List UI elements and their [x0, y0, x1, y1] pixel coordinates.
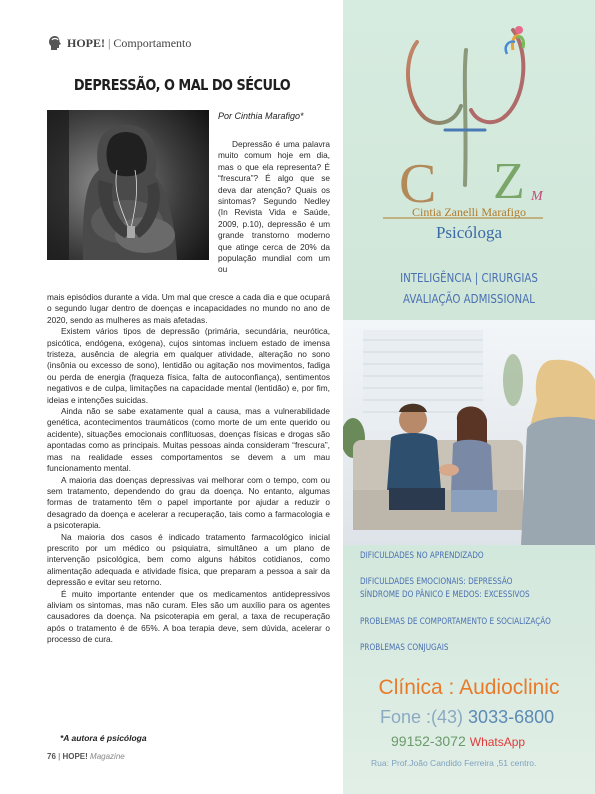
page-number: 76 [47, 752, 56, 761]
ad-service-item: SÍNDROME DO PÂNICO E MEDOS: EXCESSIVOS [360, 590, 530, 600]
monogram-m: M [531, 189, 543, 204]
psi-monogram-logo [343, 10, 595, 220]
page-folio [47, 752, 125, 761]
whatsapp-label: WhatsApp [469, 735, 526, 749]
hooded-person-image [47, 110, 209, 260]
clinic-address: Rua: Prof.João Candido Ferreira ,51 centro. [371, 758, 537, 768]
folio-magazine: HOPE! [62, 752, 88, 761]
article-paragraph: Ainda não se sabe exatamente qual a causa, mas a vulnerabilidade genética, acontecimentos traumáticos (como morte de um ente querido ou acidente), situações emocionais conflituosas, doenças físicas e drogas são apontadas como as principais. Muitas pessoas ainda consideram “frescura”, mas na realidade esses comportamentos se devem a um mau funcionamento mental. [47, 406, 330, 474]
article-paragraph: Existem vários tipos de depressão (primária, secundária, neurótica, psicótica, endógena, exógena), cujos sintomas incluem estado de imensa tristeza, ausência de alegria em qualquer atividade, alteração no sono (insônia ou excesso de sono), lentidão ou agitação nos movimentos, fadiga ou perda de energia (fraqueza física, falta de autoconfiança), sentimentos negativos e de culpa, limitações na capacidade mental (lentidão) e, por fim, ideias e intenções suicidas. [47, 326, 330, 405]
profession-label: Psicóloga [435, 223, 503, 242]
article-body [47, 292, 330, 646]
magazine-header [47, 34, 191, 52]
monogram-z: Z [493, 153, 525, 210]
ad-service-item: PROBLEMAS CONJUGAIS [360, 643, 449, 653]
article-byline: Por Cinthia Marafigo* [218, 111, 304, 121]
therapy-session-photo [343, 320, 595, 545]
hope-head-icon [47, 35, 63, 51]
ad-service-item: PROBLEMAS DE COMPORTAMENTO E SOCIALIZAÇÃO [360, 617, 551, 627]
intro-continued: mais episódios durante a vida. Um mal que cresce a cada dia e que ocupará o segundo lugar dentro de doenças e incapacidades no mundo no ano de 2020, sendo as mulheres as mais afetadas. [47, 292, 330, 325]
folio-magazine-suffix: Magazine [90, 752, 125, 761]
header-separator: | [108, 35, 111, 50]
article-paragraph: A maioria das doenças depressivas vai melhorar com o tempo, com ou sem tratamento, dependendo do grau da doença. No entanto, algumas formas de tratamento têm o papel importante por ajudar a reduzir o desagrado da doença e acelerar a recuperação, tais como a farmacologia e a psicoterapia. [47, 474, 330, 531]
phone-number: 3033-6800 [468, 707, 555, 727]
mobile-number: 99152-3072 [391, 733, 466, 749]
article-photo [47, 110, 209, 260]
psychologist-name: Cintia Zanelli Marafigo [412, 205, 526, 219]
author-footnote: *A autora é psicóloga [60, 733, 147, 743]
clinic-name: Clínica : Audioclinic [378, 676, 560, 699]
folio-separator: | [58, 752, 61, 761]
phone-label: Fone :(43) [380, 707, 469, 727]
article-intro [218, 139, 330, 276]
header-section: Comportamento [113, 35, 192, 50]
article-paragraph: É muito importante entender que os medicamentos antidepressivos aliviam os sintomas, mas não curam. Eles são um auxílio para os agentes causadores da doença. Na psicoterapia em geral, a taxa de recuperação após o tratamento é de 65%. A boa terapia deve, sem dúvida, acelerar o processo de cura. [47, 588, 330, 645]
header-magazine: HOPE! [67, 35, 105, 50]
services-line-2: AVALIAÇÃO ADMISSIONAL [403, 291, 535, 306]
intro-paragraph: Depressão é uma palavra muito comum hoje em dia, mas o que ela representa? É “frescura”? É algo que se deva dar atenção? Quais os sintomas? Segundo Nedley (In Revista Vida e Saúde, 2009, p.10), depressão é um grande transtorno moderno que atinge cerca de 20% da população mundial com um ou [218, 139, 330, 275]
psychologist-advertisement [343, 0, 595, 794]
monogram-c: C [399, 153, 437, 215]
article-title: DEPRESSÃO, O MAL DO SÉCULO [73, 76, 291, 94]
ad-service-item: DIFICULDADES NO APRENDIZADO [360, 551, 484, 561]
mobile-line [391, 733, 525, 749]
therapy-couple-image [343, 320, 595, 545]
article-paragraph: Na maioria dos casos é indicado tratamento farmacológico inicial prescrito por um médico ou psiquiatra, simultâneo a um plano de intervenção psicológica, bem como alguns hábitos cotidianos, como alimentação adequada e atividade física, que preparam a pessoa a sair da depressão e evitar seu retorno. [47, 531, 330, 588]
services-line-1: INTELIGÊNCIA | CIRURGIAS [400, 270, 538, 285]
ad-service-item: DIFICULDADES EMOCIONAIS: DEPRESSÃO [360, 577, 513, 587]
phone-line [380, 707, 554, 728]
